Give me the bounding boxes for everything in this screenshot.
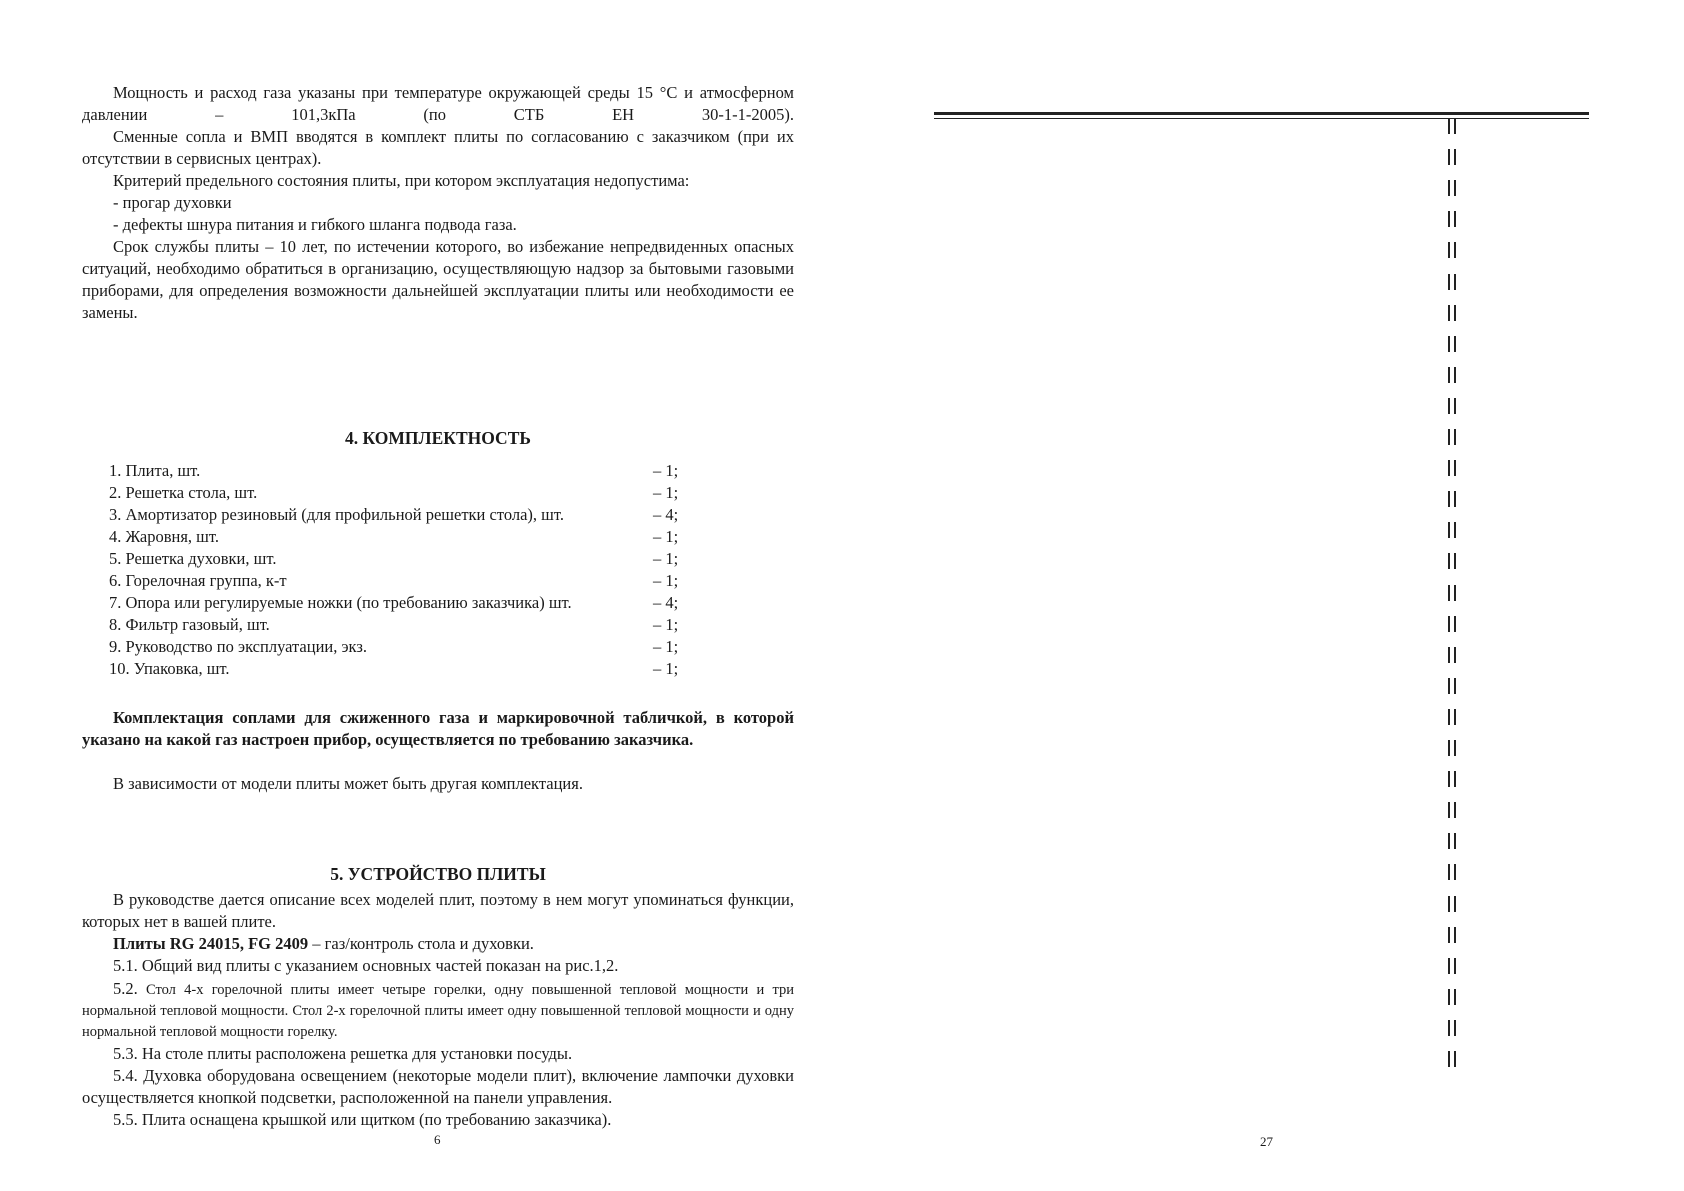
bar-mark (1446, 958, 1458, 974)
kit-item-qty: – 1; (653, 483, 679, 502)
bar-mark (1446, 553, 1458, 569)
bar-mark (1446, 896, 1458, 912)
section5-p55: 5.5. Плита оснащена крышкой или щитком (по требованию заказчика). (113, 1110, 612, 1129)
kit-note: В зависимости от модели плиты может быть другая комплектация. (113, 774, 583, 793)
bar-mark (1446, 367, 1458, 383)
bar-mark (1446, 242, 1458, 258)
kit-item-qty: – 1; (653, 571, 679, 590)
section5-intro: В руководстве дается описание всех моделей плит, поэтому в нем могут упоминаться функции, которых нет в вашей плите. (82, 890, 794, 931)
section5-heading: 5. УСТРОЙСТВО ПЛИТЫ (330, 864, 546, 884)
section5-p51: 5.1. Общий вид плиты с указанием основных частей показан на рис.1,2. (113, 956, 619, 975)
kit-item-name: 3. Амортизатор резиновый (для профильной решетки стола), шт. (109, 505, 564, 524)
kit-item-name: 8. Фильтр газовый, шт. (109, 615, 270, 634)
section4-heading: 4. КОМПЛЕКТНОСТЬ (345, 428, 531, 448)
bar-mark (1446, 460, 1458, 476)
section5-models (82, 933, 794, 955)
bar-mark (1446, 647, 1458, 663)
kit-item-name: 6. Горелочная группа, к-т (109, 571, 287, 590)
right-page (842, 0, 1684, 1191)
kit-item (109, 504, 709, 526)
bar-mark (1446, 180, 1458, 196)
kit-item-qty: – 1; (653, 659, 679, 678)
section5-p54: 5.4. Духовка оборудована освещением (некоторые модели плит), включение лампочки духовки осуществляется кнопкой подсветки, расположенной на панели управления. (82, 1066, 794, 1107)
intro-paragraph-power: Мощность и расход газа указаны при температуре окружающей среды 15 °С и атмосферном давлении – 101,3кПа (по СТБ ЕН 30-1-1-2005). (82, 83, 794, 124)
bar-mark (1446, 211, 1458, 227)
bar-mark (1446, 522, 1458, 538)
kit-item (109, 570, 709, 592)
bar-mark (1446, 398, 1458, 414)
kit-item-qty: – 1; (653, 527, 679, 546)
bar-mark (1446, 305, 1458, 321)
section5-p52-text: Стол 4-х горелочной плиты имеет четыре горелки, одну повышенной тепловой мощности и три нормальной тепловой мощности. Стол 2-х горелочной плиты имеет одну повышенной тепловой мощности и одну нормальной тепловой мощности горелку. (82, 982, 794, 1040)
page-number-right: 27 (1260, 1134, 1273, 1149)
section5-models-rest: – газ/контроль стола и духовки. (308, 934, 534, 953)
kit-item-qty: – 4; (653, 593, 679, 612)
kit-item-name: 9. Руководство по эксплуатации, экз. (109, 637, 367, 656)
kit-note-bold: Комплектация соплами для сжиженного газа и маркировочной табличкой, в которой указано на какой газ настроен прибор, осуществляется по требованию заказчика. (82, 708, 794, 749)
bar-mark (1446, 864, 1458, 880)
kit-item-name: 1. Плита, шт. (109, 461, 201, 480)
section5-p52-num: 5.2. (113, 979, 138, 998)
kit-item-qty: – 1; (653, 615, 679, 634)
kit-item (109, 548, 709, 570)
kit-item-name: 5. Решетка духовки, шт. (109, 549, 277, 568)
bar-mark (1446, 927, 1458, 943)
kit-item-qty: – 1; (653, 549, 679, 568)
kit-item (109, 614, 709, 636)
bar-mark (1446, 833, 1458, 849)
bar-mark (1446, 274, 1458, 290)
bar-mark (1446, 802, 1458, 818)
bar-mark (1446, 1051, 1458, 1067)
bar-mark (1446, 771, 1458, 787)
intro-paragraph-service-life: Срок службы плиты – 10 лет, по истечении которого, во избежание непредвиденных опасных ситуаций, необходимо обратиться в организацию, осуществляющую надзор за бытовыми газовыми приборами, для определения возможности дальнейшей эксплуатации плиты или необходимости ее замены. (82, 237, 794, 322)
kit-item (109, 526, 709, 548)
intro-item-defects: - дефекты шнура питания и гибкого шланга подвода газа. (113, 215, 517, 234)
bar-mark (1446, 118, 1458, 134)
page-number-left: 6 (434, 1132, 441, 1147)
kit-item (109, 482, 709, 504)
kit-item-qty: – 4; (653, 505, 679, 524)
kit-item-name: 7. Опора или регулируемые ножки (по требованию заказчика) шт. (109, 593, 572, 612)
section5-p52 (82, 978, 794, 1043)
double-rule (934, 112, 1589, 119)
bar-mark (1446, 149, 1458, 165)
kit-item (109, 460, 709, 482)
bar-mark (1446, 740, 1458, 756)
bar-mark (1446, 336, 1458, 352)
bar-mark (1446, 585, 1458, 601)
bar-mark (1446, 709, 1458, 725)
bar-mark (1446, 678, 1458, 694)
kit-item (109, 592, 709, 614)
kit-item-qty: – 1; (653, 461, 679, 480)
kit-item-name: 2. Решетка стола, шт. (109, 483, 258, 502)
section5-p53: 5.3. На столе плиты расположена решетка для установки посуды. (113, 1044, 573, 1063)
bar-mark (1446, 1020, 1458, 1036)
bar-mark (1446, 616, 1458, 632)
kit-item (109, 636, 709, 658)
intro-paragraph-nozzles: Сменные сопла и ВМП вводятся в комплект плиты по согласованию с заказчиком (при их отсутствии в сервисных центрах). (82, 127, 794, 168)
bar-mark (1446, 989, 1458, 1005)
kit-item-name: 10. Упаковка, шт. (109, 659, 230, 678)
section5-models-bold: Плиты RG 24015, FG 2409 (113, 934, 309, 953)
bar-mark (1446, 491, 1458, 507)
kit-item (109, 658, 709, 680)
kit-list (109, 460, 709, 680)
intro-item-burnout: - прогар духовки (113, 193, 232, 212)
intro-paragraph-criterion: Критерий предельного состояния плиты, при котором эксплуатация недопустима: (113, 171, 690, 190)
kit-item-name: 4. Жаровня, шт. (109, 527, 219, 546)
kit-item-qty: – 1; (653, 637, 679, 656)
bar-mark (1446, 429, 1458, 445)
